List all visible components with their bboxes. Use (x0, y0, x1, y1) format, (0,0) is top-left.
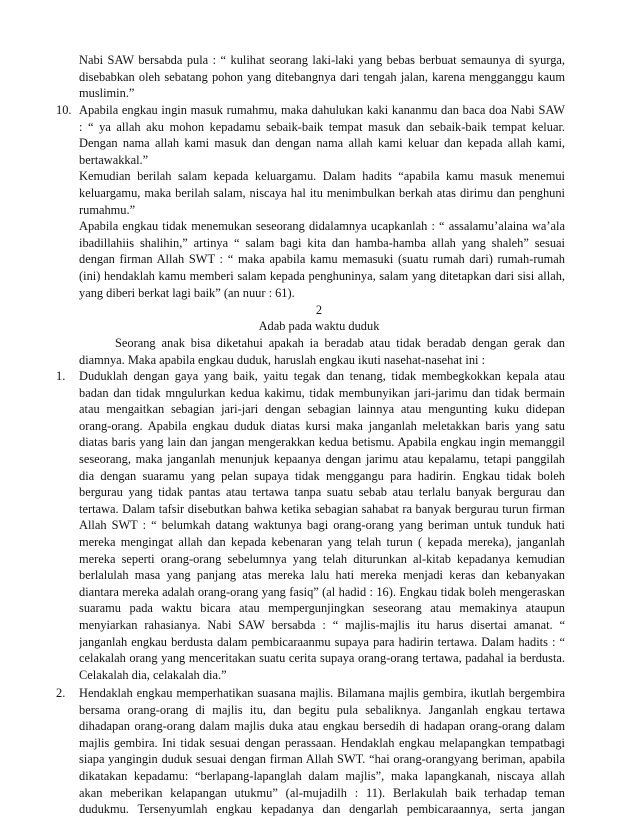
intro-paragraph (79, 335, 565, 368)
text-line: Seorang anak bisa diketahui apakah ia beradab atau tidak beradab dengan gerak dan (115, 336, 565, 350)
text-line: Hendaklah engkau memperhatikan suasana majlis. Bilamana majlis gembira, ikutlah bergembira (79, 686, 565, 700)
text-line: yang diberi berkat lagi baik” (an nuur : 61). (79, 285, 295, 300)
text-line: dihadapan orang-orang dalam majlis duka atau engkau bersedih di hadapan orang-orang dalam (79, 719, 565, 734)
list-number-2: 2. (56, 686, 66, 700)
text-line: atau mengaitkan sebagian jari-jari dengan sebagian lainnya atau mengunting kuku didepan (79, 402, 565, 417)
text-line: majlis gembira. Ini tidak sesuai dengan perassaan. Hendaklah engkau melapangkan tempatbagi (79, 735, 565, 750)
text-line: Duduklah dengan gaya yang baik, yaitu tegak dan tenang, tidak membegkokkan kepala atau (79, 369, 565, 383)
list-item-10 (79, 102, 565, 301)
list-item-2 (79, 685, 565, 818)
list-number-1: 1. (56, 369, 66, 383)
text-line: (ini) hendaklah kamu memberi salam kepada penghuninya, salam yang ditetapkan dari sisi allah, (79, 268, 565, 283)
text-line: dengan firman Allah SWT : “ maka apabila kamu memasuki (suatu rumah dari) rumah-rumah (79, 252, 565, 267)
text-line: suaramu pada waktu bicara atau mempergunjingkan seseorang atau memakinya ataupun (79, 601, 565, 616)
text-line: keluargamu, maka berilah salam, niscaya hal itu menimbulkan berkah atas dirimu dan penghuni (79, 185, 565, 200)
text-line: Kemudian berilah salam kepada keluargamu. Dalam hadits “apabila kamu masuk menemui (79, 169, 565, 184)
text-line: berlalulah masa yang panjang atas mereka lalu hati mereka menjadi keras dan kebanyakan (79, 568, 565, 583)
list-item-1 (79, 368, 565, 683)
text-line: akan meberikan kelapangan utukmu” (al-mujadilh : 11). Berlakulah baik terhadap teman (79, 785, 565, 800)
text-line: seseorang, maka janganlah menunjuk kepaanya dengan jarimu atau kepalamu, tetapi panggilah (79, 451, 565, 466)
text-line: Nabi SAW bersabda pula : “ kulihat seorang laki-laki yang bebas berbuat semaunya di syurga, (79, 53, 565, 67)
list-number-10: 10. (56, 103, 72, 117)
text-line: dia dengan suaramu yang pelan supaya tidak menggangu para hadirin. Engkau tidak boleh (79, 468, 565, 483)
text-line: Celakalah dia, celakalah dia.” (79, 667, 227, 682)
text-line: diatas baris yang lain dan jangan mengerakkan kedua betismu. Apabila engkau ingin memanggil (79, 435, 565, 450)
text-line: Dengan nama allah kami masuk dan dengan nama allah kami keluar dan kepada allah kami, (79, 136, 565, 151)
text-line: Apabila engkau ingin masuk rumahmu, maka dahulukan kaki kananmu dan baca doa Nabi SAW (79, 103, 565, 117)
text-line: bertawakkal.” (79, 152, 149, 167)
section-number: 2 (315, 303, 323, 317)
text-line: Allah SWT : “ belumkah datang waktunya bagi orang-orang yang beriman untuk tunduk hati (79, 518, 565, 533)
section-title: Adab pada waktu duduk (258, 319, 380, 333)
text-line: orang-orang. Apabila engkau duduk diatas kursi maka janganlah meletakkan baris yang satu (79, 418, 565, 433)
text-line: menyiarkan rahasianya. Nabi SAW bersabda : “ majlis-majlis itu harus disertai amanat. “ (79, 617, 565, 632)
text-line: tertawa. Dalam tafsir disebutkan bahwa ketika sebagian sahabat ra banyak bergurau turun firman (79, 501, 565, 516)
text-line: bergurau yang tidak pantas atau tertawa tanpa suatu sebab atau terlalu banyak bergurau dan (79, 485, 565, 500)
text-line: disebabkan oleh sebatang pohon yang ditebangnya dari tengah jalan, karena mengganggu kaum (79, 69, 565, 84)
text-line: ibadillahiis shalihin,” artinya “ salam bagi kita dan hamba-hamba allah yang shaleh” sesuai (79, 235, 565, 250)
paragraph-nabi-saw (79, 52, 565, 102)
text-line: : “ ya allah aku mohon kepadamu sebaik-baik tempat masuk dan sebaik-baik tempat keluar. (79, 119, 565, 134)
text-line: dudukmu. Tersenyumlah engkau kepadanya dan dengarlah pembicaraannya, serta jangan (79, 802, 565, 817)
text-line: diantara mereka adalah orang-orang yang fasiq” (al hadid : 16). Engkau tidak boleh mengeraskan (79, 584, 565, 599)
text-line: diamnya. Maka apabila engkau duduk, haruslah engkau ikuti nasehat-nasehat ini : (79, 352, 486, 367)
text-line: siapa yangingin duduk sesuai dengan firman Allah SWT. “hai orang-orangyang beriman, apabila (79, 752, 565, 767)
text-line: celakalah orang yang menceritakan suatu cerita supaya orang-orang tertawa, padahal ia berdusta. (79, 651, 565, 666)
text-line: Apabila engkau tidak menemukan seseorang didalamnya ucapkanlah : “ assalamu’alaina wa’ala (79, 219, 565, 234)
text-line: muslimin.” (79, 86, 135, 101)
text-line: badan dan tidak mngulurkan kedua kakimu, tidak membunyikan jari-jarimu dan tidak bermain (79, 385, 565, 400)
text-line: mereka mengingat allah dan kepada kebenaran yang telah turun ( kepada mereka), janganlah (79, 534, 565, 549)
text-line: dikatakan kepadamu: “berlapang-lapanglah dalam majlis”, maka lapangkanah, niscaya allah (79, 768, 565, 783)
text-line: bersama orang-orang di majlis itu, dan begitu pula sebaliknya. Janganlah engkau tertawa (79, 702, 565, 717)
text-line: rumahmu.” (79, 202, 136, 217)
text-line: janganlah engkau berdusta dalam pembicaraanmu supaya para hadirin tertawa. Dalam hadits : “ (79, 634, 565, 649)
text-line: mereka seperti orang-orang sebelumnya yang telah diturunkan al-kitab kepadanya kemudian (79, 551, 565, 566)
